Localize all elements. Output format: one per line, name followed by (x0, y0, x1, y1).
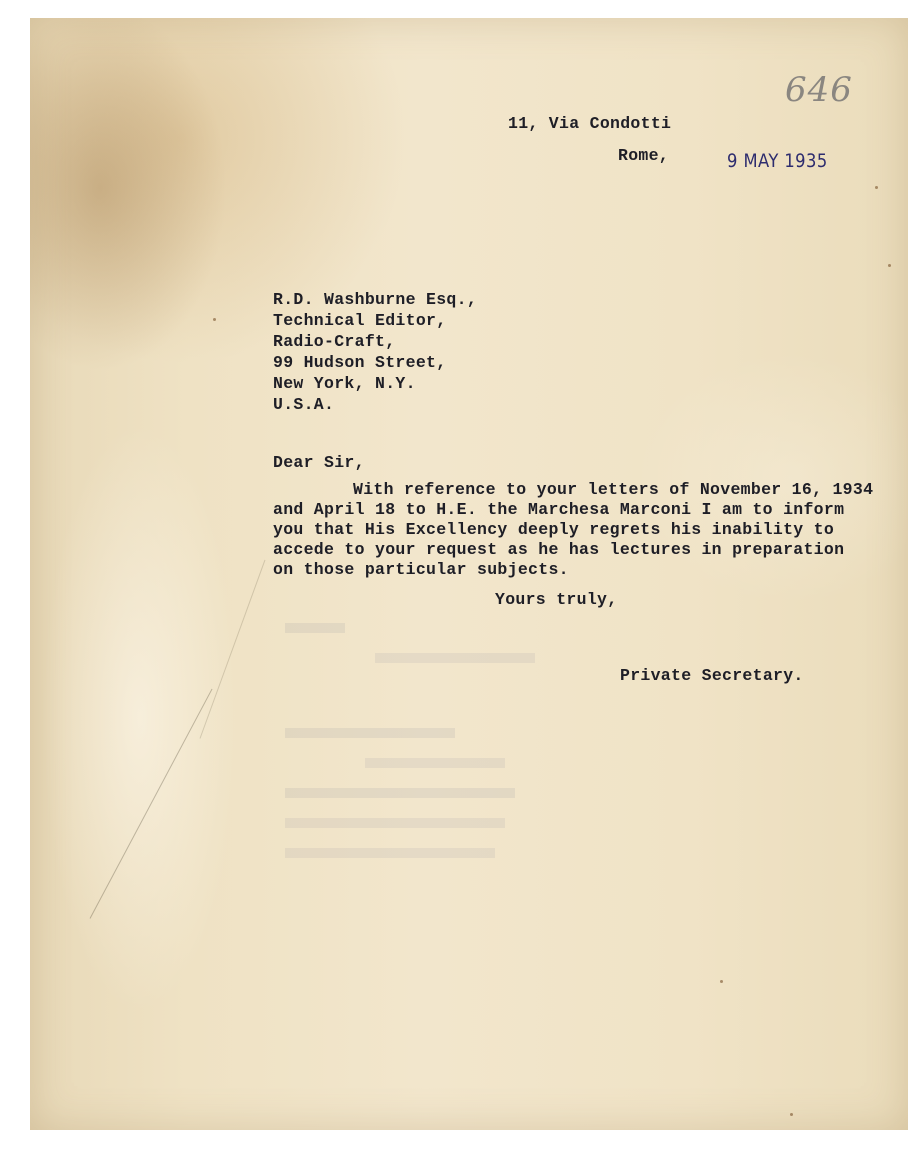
paper-speck (213, 318, 216, 321)
recipient-line-1: R.D. Washburne Esq., (273, 290, 478, 309)
letter-page (30, 18, 908, 1130)
date-stamp: 9 MAY 1935 (727, 150, 828, 172)
recipient-line-4: 99 Hudson Street, (273, 353, 447, 372)
paper-crease (200, 560, 266, 739)
paper-crease (90, 689, 213, 919)
recipient-line-3: Radio-Craft, (273, 332, 396, 351)
paper-speck (888, 264, 891, 267)
sender-city: Rome, (618, 146, 670, 165)
archive-number: 646 (785, 70, 853, 110)
paper-speck (790, 1113, 793, 1116)
body-line-1: With reference to your letters of November 16, 1934 (353, 480, 874, 499)
recipient-line-5: New York, N.Y. (273, 374, 416, 393)
recipient-line-6: U.S.A. (273, 395, 335, 414)
paper-speck (875, 186, 878, 189)
body-line-4: accede to your request as he has lectures in preparation (273, 540, 845, 559)
paper-speck (720, 980, 723, 983)
closing: Yours truly, (495, 590, 618, 609)
signature-title: Private Secretary. (620, 666, 804, 685)
body-line-2: and April 18 to H.E. the Marchesa Marconi I am to inform (273, 500, 845, 519)
show-through-marks (285, 623, 585, 893)
recipient-line-2: Technical Editor, (273, 311, 447, 330)
body-line-3: you that His Excellency deeply regrets his inability to (273, 520, 835, 539)
body-line-5: on those particular subjects. (273, 560, 569, 579)
salutation: Dear Sir, (273, 453, 365, 472)
sender-street: 11, Via Condotti (508, 114, 672, 133)
